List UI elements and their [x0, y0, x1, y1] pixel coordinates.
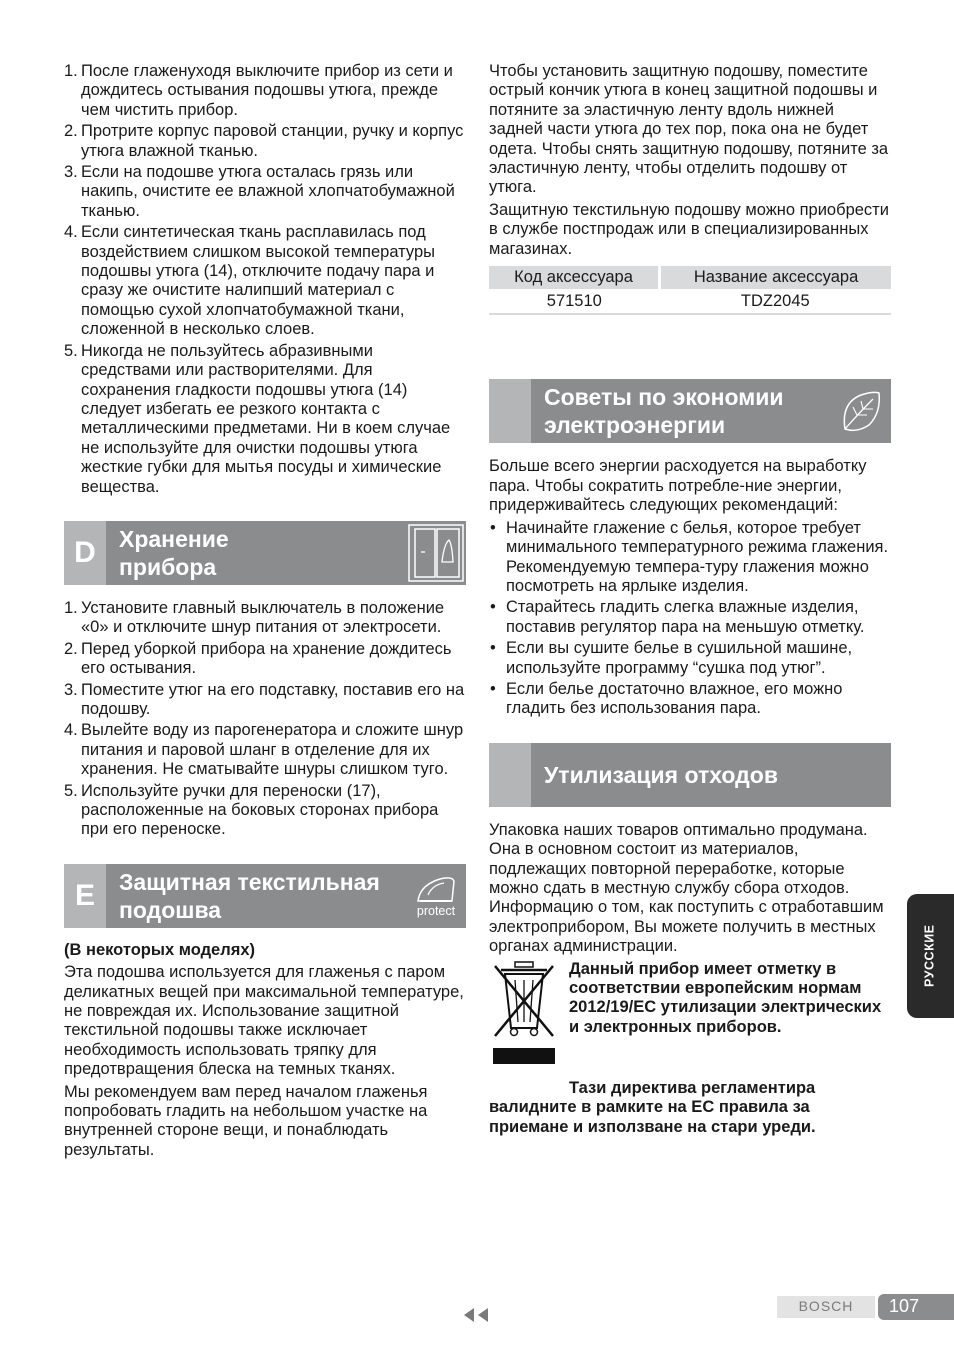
- list-number: 4.: [64, 223, 78, 242]
- paragraph: Защитную текстильную подошву можно приобрести в службе постпродаж или в специализированных магазинах.: [489, 200, 889, 258]
- list-item: [64, 681, 466, 720]
- list-text: Поместите утюг на его подставку, поставив его на подошву.: [81, 680, 465, 718]
- brand-label: BOSCH: [777, 1296, 875, 1318]
- section-title: Утилизация отходов: [544, 761, 778, 788]
- bullet-item: • Если белье достаточно влажное, его можно гладить без использования пара.: [489, 680, 891, 719]
- list-item: [64, 223, 466, 339]
- list-number: 2.: [64, 639, 78, 658]
- list-text: После глаженуходя выключите прибор из сети и дождитесь остывания подошвы утюга, прежде чем чистить прибор.: [81, 62, 453, 119]
- weee-notice: [489, 960, 891, 1075]
- list-text: Вылейте воду из парогенератора и сложите шнур питания и паровой шланг в отделение для их хранения. Не сматывайте шнуры слишком туго.: [81, 721, 464, 779]
- back-arrows-icon[interactable]: [463, 1307, 491, 1328]
- list-text: Если синтетическая ткань расплавилась под воздействием слишком высокой температуры подошвы утюга (14), отключите подачу пара и сразу же очистите налипший материал с помощью сухой хлопчатобумажной ткани, сложенной в несколько слоев.: [81, 223, 435, 339]
- cleaning-steps-list: [64, 62, 466, 497]
- list-number: 4.: [64, 721, 78, 740]
- weee-text-1: Данный прибор имеет отметку в соответствии европейским нормам 2012/19/EC утилизации электрических и электронных приборов.: [569, 959, 882, 1036]
- section-d-header: [64, 521, 466, 585]
- right-column: [489, 62, 891, 1140]
- table-row: [489, 289, 891, 314]
- section-letter: D: [64, 521, 106, 585]
- list-item: [64, 721, 466, 779]
- section-letter: E: [64, 864, 106, 928]
- list-item: [64, 342, 466, 497]
- bullet-item: • Начинайте глажение с белья, которое требует минимального температурного режима глажения. Рекомендуемую темпера-туру глажения можно посмотреть на ярлыке изделия.: [489, 519, 891, 597]
- paragraph: Упаковка наших товаров оптимально продумана. Она в основном состоит из материалов, подлежащих повторной переработке, которые можно сдать в местную службу сбора отходов. Информацию о том, как поступить с отработавшим электроприбором, Вы можете получить в местных органах администрации.: [489, 820, 884, 956]
- section-e-header: [64, 864, 466, 928]
- section-title: Защитная текстильная подошва: [119, 868, 380, 923]
- paragraph: Больше всего энергии расходуется на выработку пара. Чтобы сократить потребле-ние энергии, придерживайтесь следующих рекомендаций:: [489, 457, 867, 515]
- list-text: Используйте ручки для переноски (17), расположенные на боковых сторонах прибора при его переноске.: [81, 781, 439, 839]
- list-item: [64, 599, 466, 638]
- page-number: 107: [878, 1294, 954, 1320]
- accessory-table: [489, 266, 891, 315]
- leaf-icon: [831, 379, 891, 443]
- models-note: (В некоторых моделях): [64, 940, 255, 959]
- language-tab: РУССКИЕ: [907, 894, 954, 1018]
- list-item: [64, 62, 466, 120]
- table-header: Название аксессуара: [660, 266, 891, 289]
- paragraph: Мы рекомендуем вам перед началом глаженья попробовать гладить на небольшом участке на внутренней стороне вещи, и понаблюдать результаты.: [64, 1082, 428, 1159]
- list-number: 5.: [64, 341, 78, 360]
- section-letter-blank: [489, 743, 531, 807]
- list-number: 1.: [64, 598, 78, 617]
- list-text: Если на подошве утюга осталась грязь или накипь, очистите ее влажной хлопчатобумажной тканью.: [81, 163, 455, 220]
- section-energy-header: [489, 379, 891, 443]
- iron-protect-icon: protect: [406, 864, 466, 928]
- list-text: Никогда не пользуйтесь абразивными средствами или растворителями. Для сохранения гладкости подошвы утюга (14) следует избегать ее резкого контакта с металлическими предметами. Ни в коем случае не используйте для очистки подошвы утюга жесткие губки для мытья посуды и химические вещества.: [81, 341, 451, 496]
- section-letter-blank: [489, 379, 531, 443]
- crossed-bin-icon: [489, 960, 561, 1075]
- section-title: Хранение прибора: [119, 525, 229, 580]
- list-item: [64, 122, 466, 161]
- bullet-item: • Если вы сушите белье в сушильной машине, используйте программу “сушка под утюг”.: [489, 639, 891, 678]
- protect-sole-text: [64, 941, 466, 1160]
- list-text: Установите главный выключатель в положение «0» и отключите шнур питания от электросети.: [81, 598, 445, 637]
- section-waste-header: [489, 743, 891, 807]
- bullet-item: • Старайтесь гладить слегка влажные изделия, поставив регулятор пара на меньшую отметку.: [489, 598, 891, 637]
- waste-text: [489, 821, 891, 1137]
- table-header: Код аксессуара: [489, 266, 660, 289]
- list-text: Протрите корпус паровой станции, ручку и корпус утюга влажной тканью.: [81, 122, 464, 160]
- section-title: Советы по экономии электроэнергии: [544, 384, 784, 439]
- list-number: 3.: [64, 680, 78, 699]
- energy-text: [489, 457, 891, 718]
- table-cell: TDZ2045: [660, 289, 891, 314]
- list-item: [64, 640, 466, 679]
- paragraph: Чтобы установить защитную подошву, поместите острый кончик утюга в конец защитной подошвы и потяните за эластичную ленту вдоль нижней задней части утюга до тех пор, пока она не будет одета. Чтобы снять защитную подошву, потяните за эластичную ленту, чтобы отделить подошву от утюга.: [489, 62, 889, 197]
- list-number: 3.: [64, 163, 78, 182]
- list-number: 1.: [64, 62, 78, 80]
- left-column: [64, 62, 466, 1163]
- energy-bullet-list: [489, 519, 891, 719]
- list-number: 5.: [64, 781, 78, 800]
- paragraph: Эта подошва используется для глаженья с паром деликатных вещей при максимальной температуре, не повреждая их. Использование защитной текстильной подошвы также исключает необходимость использовать тряпку для предотвращения блеска на темных тканях.: [64, 963, 464, 1079]
- list-text: Перед уборкой прибора на хранение дождитесь его остывания.: [81, 639, 452, 678]
- list-item: [64, 163, 466, 221]
- table-cell: 571510: [489, 289, 660, 314]
- list-number: 2.: [64, 122, 78, 141]
- storage-steps-list: [64, 599, 466, 840]
- list-item: [64, 782, 466, 840]
- wardrobe-icon: [406, 521, 466, 585]
- weee-text-2: Тази директива регламентира валидните в рамките на ЕС правила за приемане и използване на стари уреди.: [489, 1079, 816, 1136]
